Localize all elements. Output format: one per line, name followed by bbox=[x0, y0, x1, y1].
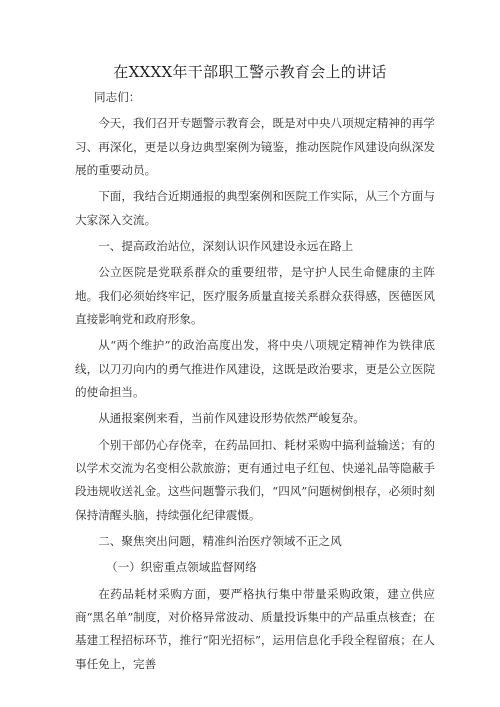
paragraph-body: 在药品耗材采购方面，要严格执行集中带量采购政策，建立供应商“黑名单”制度，对价格异常波动、质量投诉集中的产品重点核查；在基建工程招标环节，推行“阳光招标”，运用信息化手段全程留痕；在人事任免上，完善 bbox=[75, 586, 435, 671]
paragraph-body: 从通报案例来看，当前作风建设形势依然严峻复杂。 bbox=[98, 411, 365, 426]
paragraph-intro: 下面，我结合近期通报的典型案例和医院工作实际，从三个方面与大家深入交流。 bbox=[75, 189, 435, 227]
subsection-heading-1: （一）织密重点领域监督网络 bbox=[106, 560, 257, 575]
salutation: 同志们： bbox=[94, 90, 141, 104]
document-body bbox=[75, 86, 435, 679]
document-title: 在XXXX年干部职工警示教育会上的讲话 bbox=[113, 63, 387, 81]
section-heading-2: 二、聚焦突出问题，精准纠治医疗领域不正之风 bbox=[98, 534, 342, 549]
paragraph-opening: 今天，我们召开专题警示教育会，既是对中央八项规定精神的再学习、再深化，更是以身边典型案例为镜鉴，推动医院作风建设向纵深发展的重要动员。 bbox=[75, 116, 435, 177]
section-heading-1: 一、提高政治站位，深刻认识作风建设永远在路上 bbox=[98, 239, 354, 254]
paragraph-body: 个别干部仍心存侥幸，在药品回扣、耗材采购中搞利益输送；有的以学术交流为名变相公款旅游；更有通过电子红包、快递礼品等隐蔽手段违规收送礼金。这些问题警示我们，“四风”问题树倒根存，必须时刻保持清醒头脑，持续强化纪律震慑。 bbox=[75, 437, 435, 522]
paragraph-body: 公立医院是党联系群众的重要纽带，是守护人民生命健康的主阵地。我们必须始终牢记，医疗服务质量直接关系群众获得感，医德医风直接影响党和政府形象。 bbox=[75, 265, 435, 327]
paragraph-body: 从“两个维护”的政治高度出发，将中央八项规定精神作为铁律底线，以刀刃向内的勇气推进作风建设，这既是政治要求，更是公立医院的使命担当。 bbox=[75, 338, 435, 400]
